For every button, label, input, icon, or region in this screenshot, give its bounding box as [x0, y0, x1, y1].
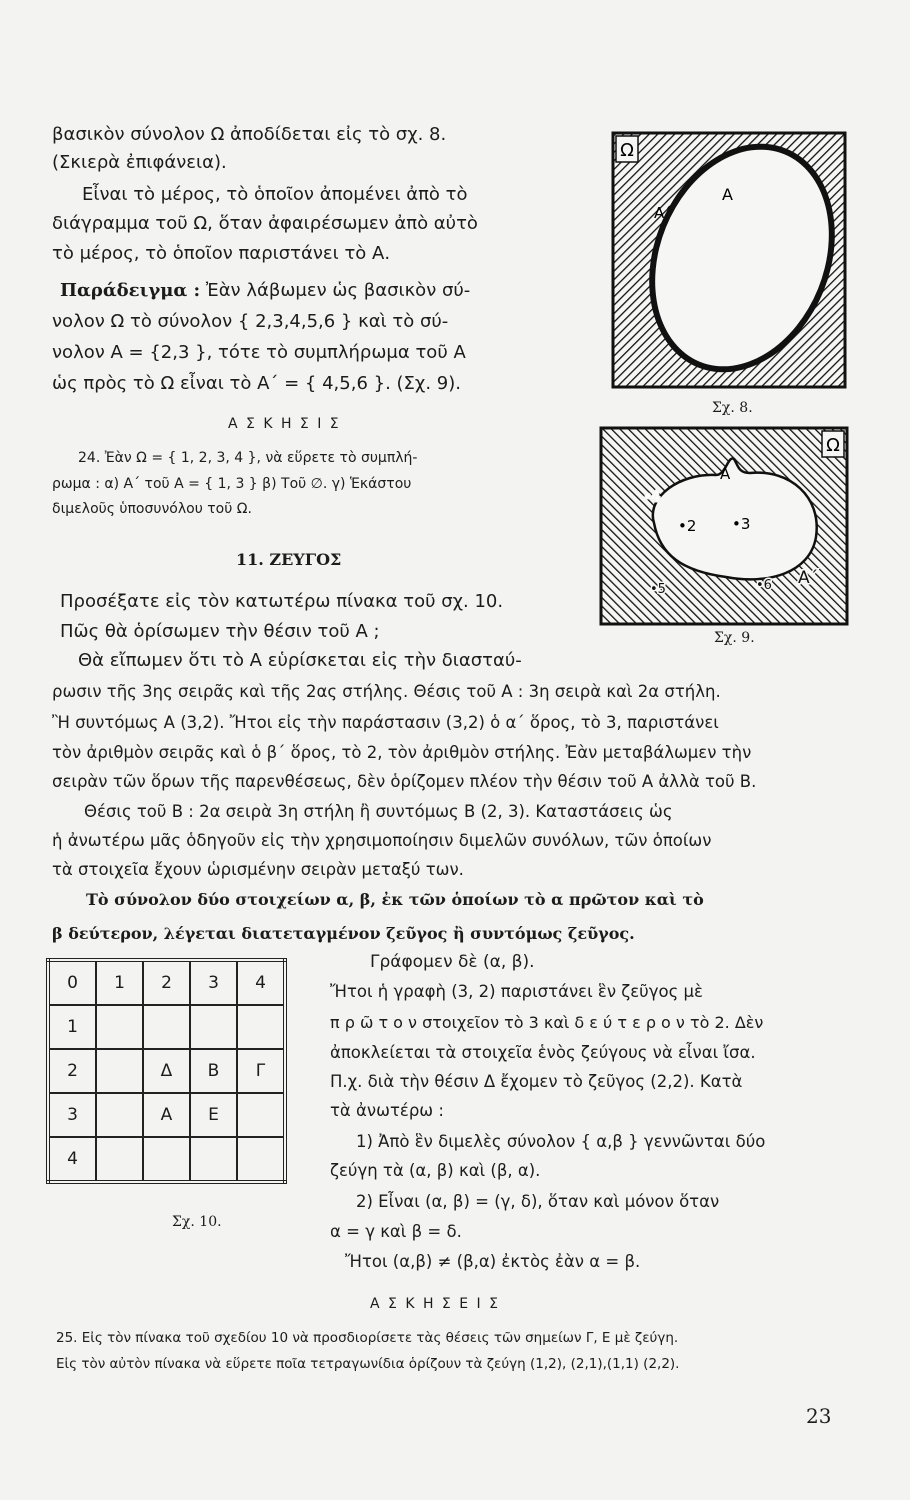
table-cell: Δ: [143, 1049, 190, 1093]
text-line: ρωσιν τῆς 3ης σειρᾶς καὶ τῆς 2ας στήλης. Θέσις τοῦ Α : 3η σειρὰ καὶ 2α στήλη.: [52, 682, 721, 701]
exercise-line: ρωμα : α) Α΄ τοῦ Α = { 1, 3 } β) Τοῦ ∅. γ) Ἑκάστου: [52, 476, 412, 492]
table-row: [48, 960, 285, 1005]
table-cell: 0: [48, 960, 96, 1005]
table-cell: Β: [190, 1049, 237, 1093]
text-line: ἡ ἀνωτέρω μᾶς ὁδηγοῦν εἰς τὴν χρησιμοποίησιν διμελῶν συνόλων, τῶν ὁποίων: [52, 831, 712, 850]
figure-caption: Σχ. 8.: [712, 400, 753, 416]
text-line: Θὰ εἴπωμεν ὅτι τὸ Α εὑρίσκεται εἰς τὴν διασταύ-: [78, 650, 522, 671]
table-cell: Γ: [237, 1049, 285, 1093]
text-line: 1) Ἀπὸ ἓν διμελὲς σύνολον { α,β } γεννῶνται δύο: [356, 1132, 766, 1151]
table-cell: [96, 1049, 143, 1093]
text-line: Ἤτοι ἡ γραφὴ (3, 2) παριστάνει ἓν ζεῦγος μὲ: [330, 982, 703, 1001]
example-label: Παράδειγμα :: [60, 280, 201, 301]
exercise-line: 25. Εἰς τὸν πίνακα τοῦ σχεδίου 10 νὰ προσδιορίσετε τὰς θέσεις τῶν σημείων Γ, Ε μὲ ζεύγη.: [56, 1330, 679, 1346]
table-cell: 2: [143, 960, 190, 1005]
omega-label: Ω: [620, 140, 634, 161]
table-cell: [96, 1005, 143, 1049]
table-cell: [237, 1093, 285, 1137]
text-line: βασικὸν σύνολον Ω ἀποδίδεται εἰς τὸ σχ. 8.: [52, 124, 447, 145]
table-cell: [190, 1137, 237, 1182]
table-cell: [143, 1137, 190, 1182]
text-line: σειρὰν τῶν ὅρων τῆς παρενθέσεως, δὲν ὁρίζομεν πλέον τὴν θέσιν τοῦ Α ἀλλὰ τοῦ Β.: [52, 772, 757, 791]
exercise-line: 24. Ἐὰν Ω = { 1, 2, 3, 4 }, νὰ εὕρετε τὸ συμπλή-: [78, 450, 418, 466]
text-line: π ρ ῶ τ ο ν στοιχεῖον τὸ 3 καὶ δ ε ύ τ ε ρ ο ν τὸ 2. Δὲν: [330, 1013, 764, 1032]
text-line: τὰ στοιχεῖα ἔχουν ὡρισμένην σειρὰν μεταξύ των.: [52, 860, 464, 879]
text-line: ἀποκλείεται τὰ στοιχεῖα ἑνὸς ζεύγους νὰ εἶναι ἴσα.: [330, 1043, 756, 1062]
set-a-prime-label: Α΄: [798, 568, 819, 588]
definition-line: β δεύτερον, λέγεται διατεταγμένον ζεῦγος ἢ συντόμως ζεῦγος.: [52, 924, 635, 943]
text-line: Ἢ συντόμως Α (3,2). Ἤτοι εἰς τὴν παράστασιν (3,2) ὁ α΄ ὅρος, τὸ 3, παριστάνει: [52, 713, 719, 732]
text-line: τὸν ἀριθμὸν σειρᾶς καὶ ὁ β΄ ὅρος, τὸ 2, τὸν ἀριθμὸν στήλης. Ἐὰν μεταβάλωμεν τὴν: [52, 743, 752, 762]
text-line: ζεύγη τὰ (α, β) καὶ (β, α).: [330, 1161, 541, 1180]
text-line: Εἶναι τὸ μέρος, τὸ ὁποῖον ἀπομένει ἀπὸ τὸ: [82, 184, 468, 205]
point-6: •6: [756, 578, 772, 593]
figure-caption: Σχ. 10.: [172, 1214, 222, 1230]
table-cell: 3: [190, 960, 237, 1005]
table-cell: [96, 1093, 143, 1137]
table-cell: [190, 1005, 237, 1049]
page-number: 23: [806, 1404, 832, 1428]
table-cell: 4: [237, 960, 285, 1005]
table-cell: 4: [48, 1137, 96, 1182]
set-a-label: Α: [722, 185, 733, 204]
text-line: (Σκιερὰ ἐπιφάνεια).: [52, 152, 227, 173]
table-row: [48, 1005, 285, 1049]
table-cell: 2: [48, 1049, 96, 1093]
venn-diagram-fig9: [598, 425, 852, 629]
text-line: 2) Εἶναι (α, β) = (γ, δ), ὅταν καὶ μόνον ὅταν: [356, 1192, 720, 1211]
table-cell: [237, 1137, 285, 1182]
table-cell: 3: [48, 1093, 96, 1137]
text-line: α = γ καὶ β = δ.: [330, 1222, 462, 1241]
table-cell: Α: [143, 1093, 190, 1137]
omega-label: Ω: [826, 435, 840, 456]
point-3: •3: [732, 515, 751, 533]
table-cell: Ε: [190, 1093, 237, 1137]
text-line: ὡς πρὸς τὸ Ω εἶναι τὸ Α΄ = { 4,5,6 }. (Σχ. 9).: [52, 373, 461, 394]
table-cell: [237, 1005, 285, 1049]
text-line: νολον Ω τὸ σύνολον { 2,3,4,5,6 } καὶ τὸ σύ-: [52, 311, 449, 332]
table-row: [48, 1137, 285, 1182]
text-line: τὰ ἀνωτέρω :: [330, 1101, 444, 1120]
venn-diagram-fig8: [610, 130, 850, 392]
exercises-heading: Α Σ Κ Η Σ Ι Σ: [228, 416, 341, 432]
table-row: [48, 1093, 285, 1137]
text-line: Προσέξατε εἰς τὸν κατωτέρω πίνακα τοῦ σχ. 10.: [60, 591, 504, 612]
point-2: •2: [678, 517, 697, 535]
point-5: •5: [650, 582, 666, 597]
text-line: Θέσις τοῦ Β : 2α σειρὰ 3η στήλη ἢ συντόμως Β (2, 3). Καταστάσεις ὡς: [84, 802, 673, 821]
table-cell: 1: [48, 1005, 96, 1049]
exercises-heading: Α Σ Κ Η Σ Ε Ι Σ: [370, 1296, 500, 1312]
exercise-line: διμελοῦς ὑποσυνόλου τοῦ Ω.: [52, 501, 252, 517]
point-4: •4: [644, 490, 660, 505]
set-a-label: Α: [720, 465, 731, 483]
set-a-prime-label: Α΄: [654, 204, 672, 222]
text-line: νολον Α = {2,3 }, τότε τὸ συμπλήρωμα τοῦ Α: [52, 342, 466, 363]
table-row: [48, 1049, 285, 1093]
table-cell: 1: [96, 960, 143, 1005]
table-cell: [143, 1005, 190, 1049]
text-line: Π.χ. διὰ τὴν θέσιν Δ ἔχομεν τὸ ζεῦγος (2,2). Κατὰ: [330, 1072, 743, 1091]
table-cell: [96, 1137, 143, 1182]
definition-line: Τὸ σύνολον δύο στοιχείων α, β, ἐκ τῶν ὁποίων τὸ α πρῶτον καὶ τὸ: [86, 890, 704, 909]
example-line: [60, 279, 470, 303]
exercise-line: Εἰς τὸν αὐτὸν πίνακα νὰ εὕρετε ποῖα τετραγωνίδια ὁρίζουν τὰ ζεύγη (1,2), (2,1),(1,1) (2,2).: [56, 1356, 680, 1372]
figure-caption: Σχ. 9.: [714, 630, 755, 646]
text-line: Γράφομεν δὲ (α, β).: [370, 952, 535, 972]
text-line: Πῶς θὰ ὁρίσωμεν τὴν θέσιν τοῦ Α ;: [60, 621, 380, 642]
text-line: τὸ μέρος, τὸ ὁποῖον παριστάνει τὸ Α.: [52, 243, 391, 264]
text-fragment: Ἐὰν λάβωμεν ὡς βασικὸν σύ-: [205, 280, 471, 301]
section-title: 11. ΖΕΥΓΟΣ: [236, 550, 342, 569]
position-grid-fig10: [46, 958, 287, 1184]
text-line: διάγραμμα τοῦ Ω, ὅταν ἀφαιρέσωμεν ἀπὸ αὐτὸ: [52, 213, 478, 234]
text-line: Ἤτοι (α,β) ≠ (β,α) ἐκτὸς ἐὰν α = β.: [345, 1252, 641, 1271]
